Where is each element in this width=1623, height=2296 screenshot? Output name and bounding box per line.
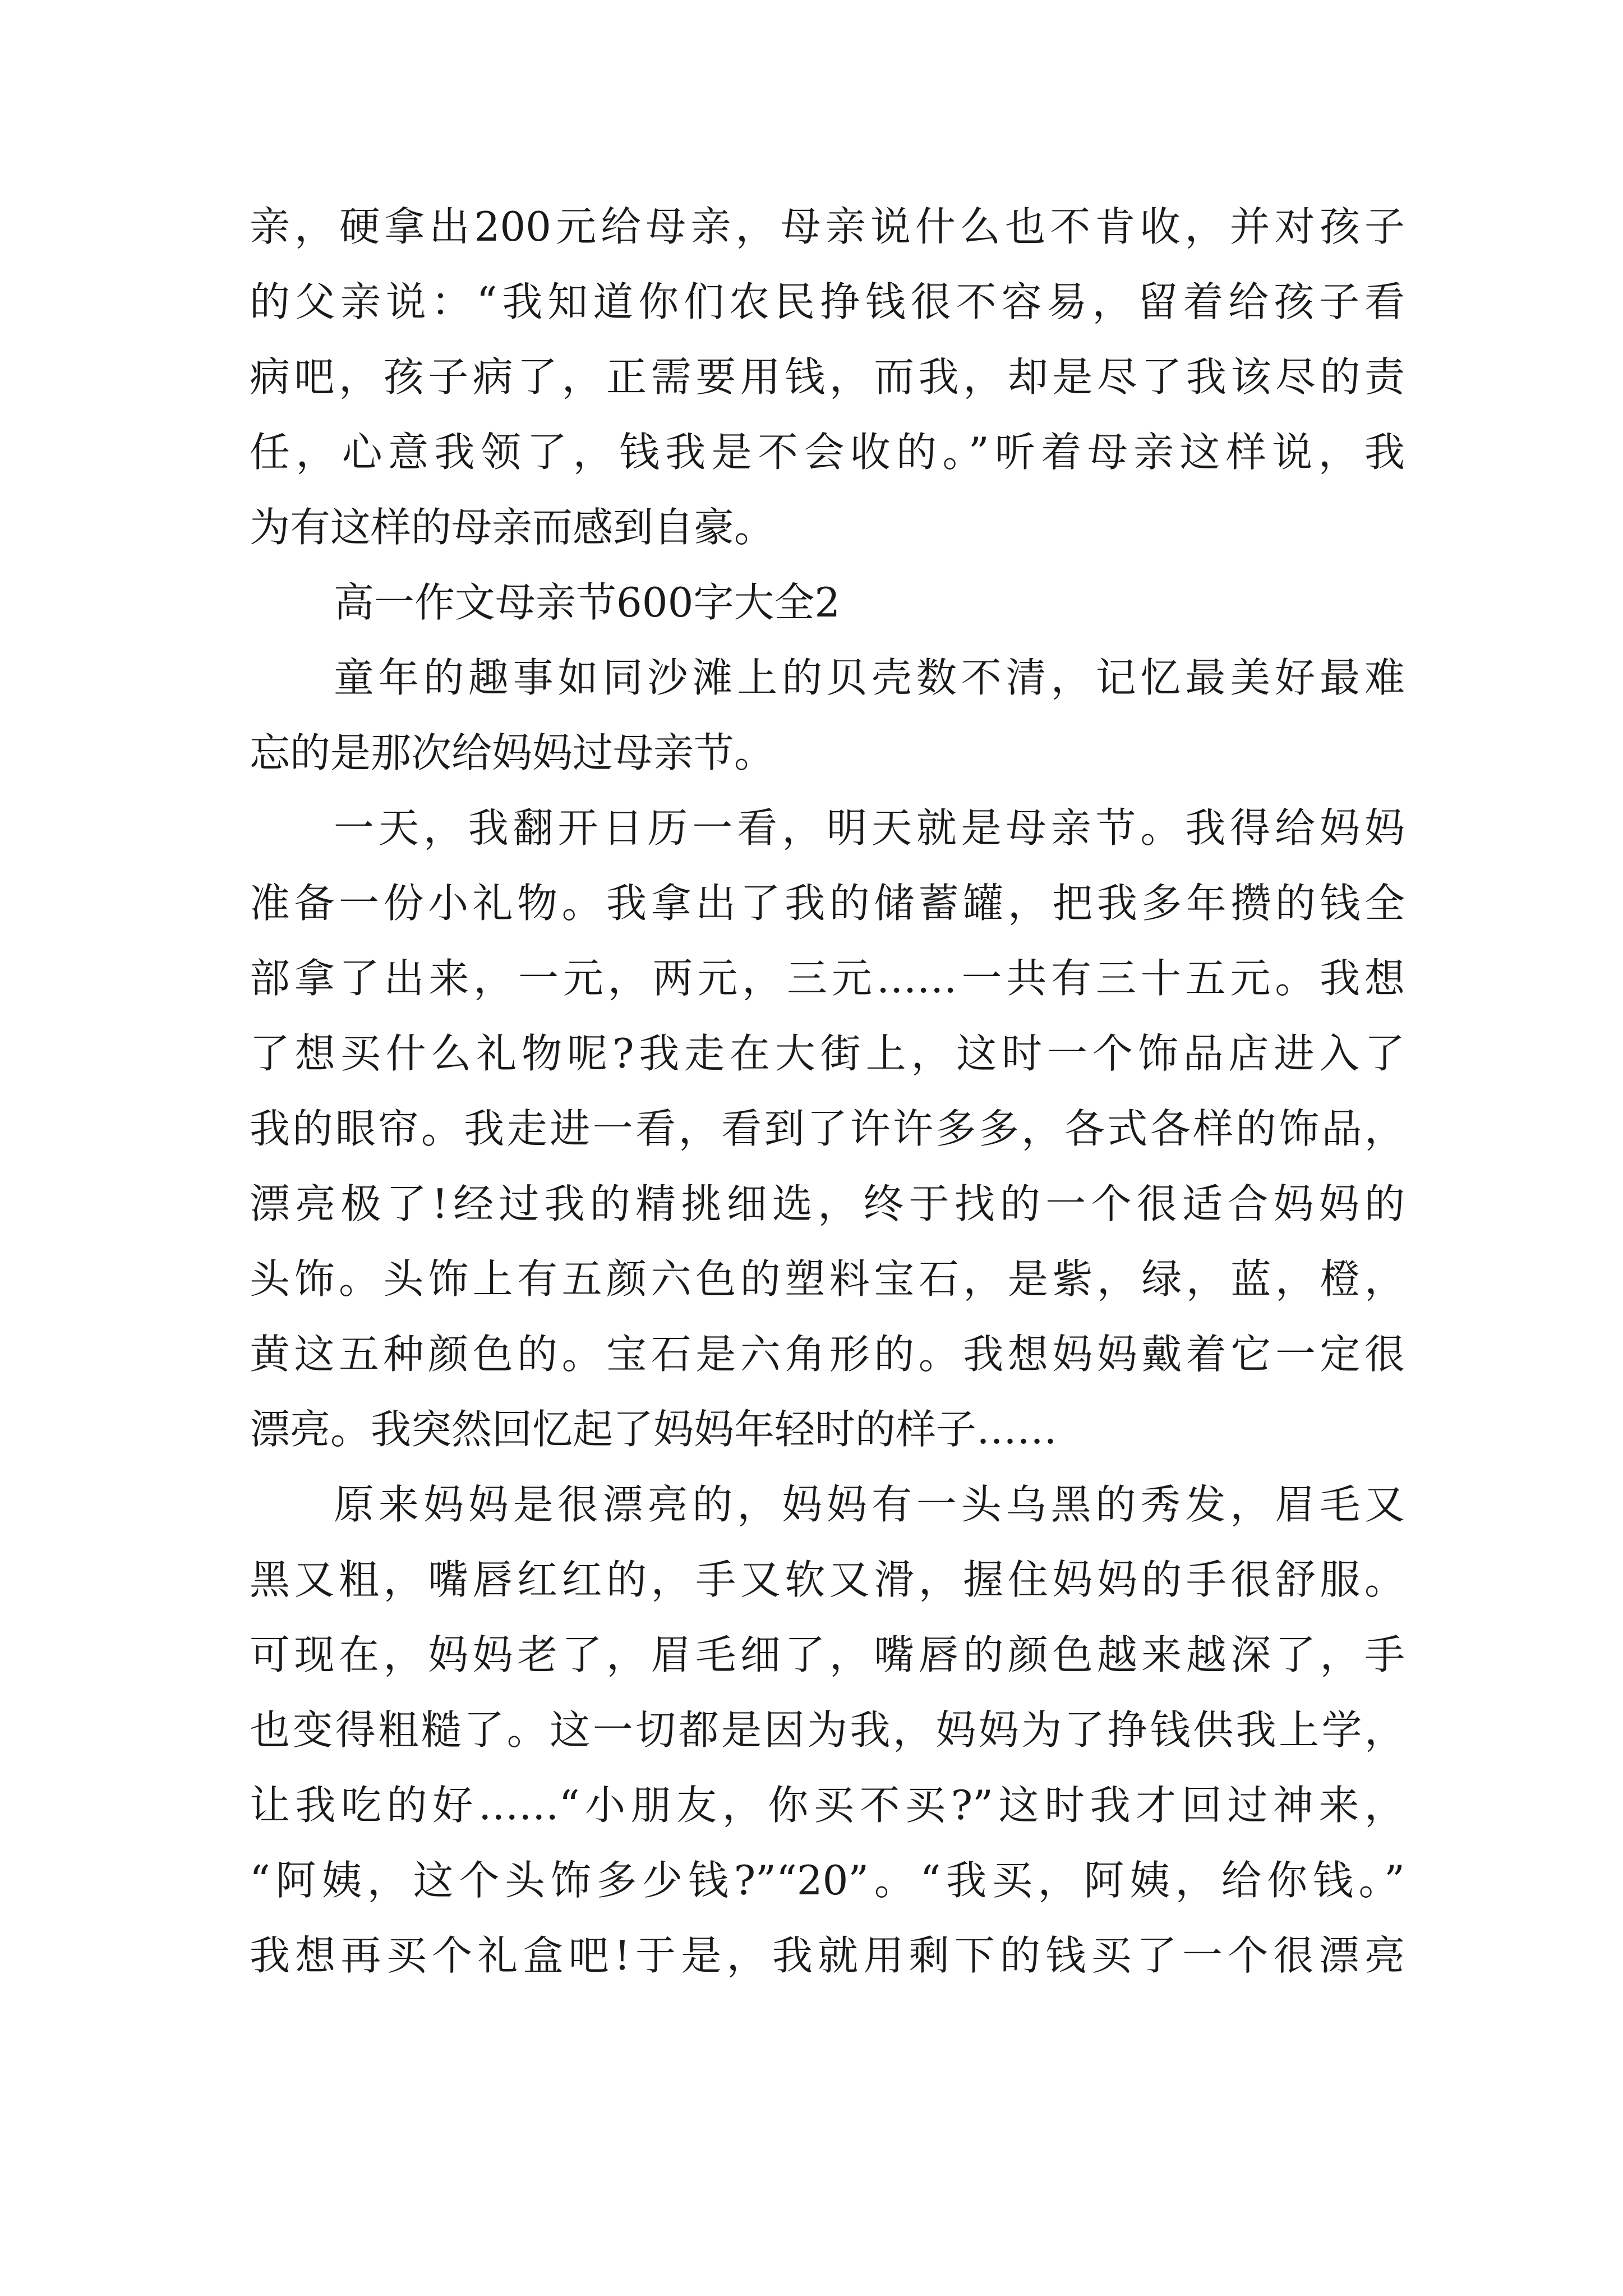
text-line: 原来妈妈是很漂亮的，妈妈有一头乌黑的秀发，眉毛又: [334, 1481, 1405, 1528]
text-line: 我想再买个礼盒吧!于是，我就用剩下的钱买了一个很漂亮: [250, 1932, 1405, 1979]
text-line: 了想买什么礼物呢?我走在大街上，这时一个饰品店进入了: [250, 1030, 1405, 1077]
text-line: 忘的是那次给妈妈过母亲节。: [250, 729, 775, 776]
text-line: 童年的趣事如同沙滩上的贝壳数不清，记忆最美好最难: [334, 654, 1405, 701]
text-line: 任，心意我领了，钱我是不会收的。”听着母亲这样说，我: [250, 429, 1405, 476]
text-line: 漂亮极了!经过我的精挑细选，终于找的一个很适合妈妈的: [250, 1180, 1405, 1227]
text-line: 可现在，妈妈老了，眉毛细了，嘴唇的颜色越来越深了，手: [250, 1631, 1405, 1678]
text-line: 部拿了出来，一元，两元，三元……一共有三十五元。我想: [250, 955, 1405, 1002]
text-line: 病吧，孩子病了，正需要用钱，而我，却是尽了我该尽的责: [250, 353, 1405, 401]
text-line: 漂亮。我突然回忆起了妈妈年轻时的样子……: [250, 1406, 1058, 1453]
text-line: 准备一份小礼物。我拿出了我的储蓄罐，把我多年攒的钱全: [250, 880, 1405, 927]
section-heading: 高一作文母亲节600字大全2: [334, 579, 841, 626]
text-line: 黄这五种颜色的。宝石是六角形的。我想妈妈戴着它一定很: [250, 1331, 1405, 1378]
text-line: 为有这样的母亲而感到自豪。: [250, 504, 775, 551]
text-line: 头饰。头饰上有五颜六色的塑料宝石，是紫，绿，蓝，橙，: [250, 1255, 1405, 1303]
text-line: 让我吃的好……“小朋友，你买不买?”这时我才回过神来，: [250, 1782, 1405, 1829]
text-line: 也变得粗糙了。这一切都是因为我，妈妈为了挣钱供我上学，: [250, 1706, 1405, 1754]
text-line: 亲，硬拿出200元给母亲，母亲说什么也不肯收，并对孩子: [250, 203, 1405, 250]
text-line: 黑又粗，嘴唇红红的，手又软又滑，握住妈妈的手很舒服。: [250, 1556, 1405, 1603]
text-line: 我的眼帘。我走进一看，看到了许许多多，各式各样的饰品，: [250, 1105, 1405, 1152]
text-line: 的父亲说：“我知道你们农民挣钱很不容易，留着给孩子看: [250, 278, 1405, 325]
text-line: 一天，我翻开日历一看，明天就是母亲节。我得给妈妈: [334, 804, 1405, 852]
text-line: “阿姨，这个头饰多少钱?”“20”。“我买，阿姨，给你钱。”: [250, 1857, 1405, 1904]
